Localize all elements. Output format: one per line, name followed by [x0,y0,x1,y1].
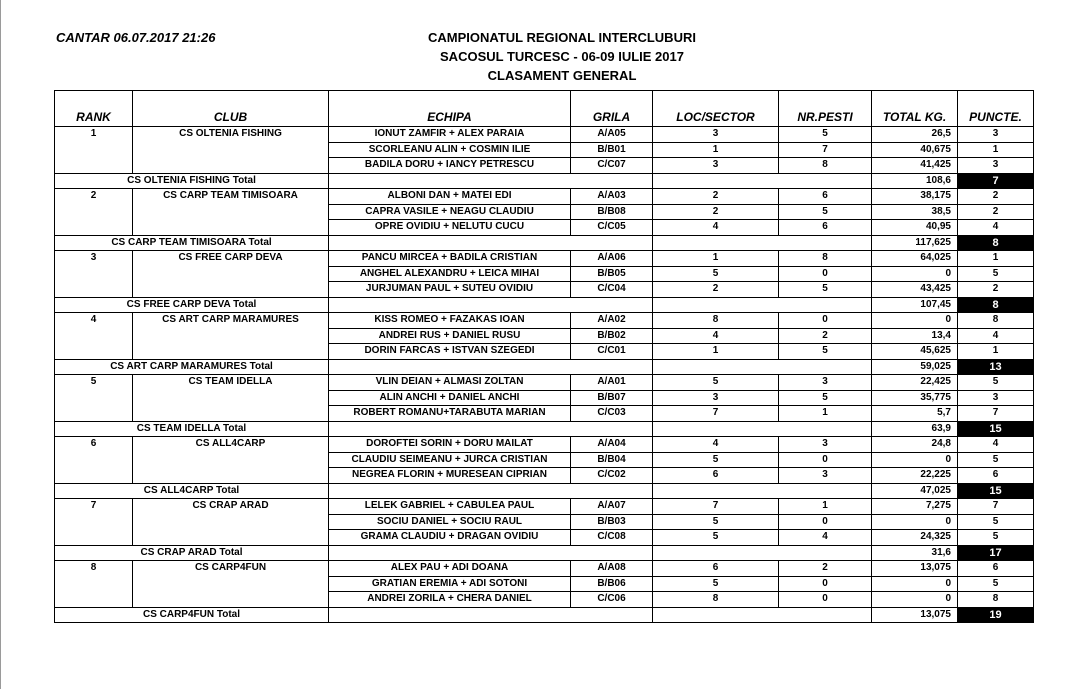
fish-count-cell: 1 [779,499,872,515]
team-row [55,127,1034,143]
club-total-kg: 31,6 [872,545,958,561]
sector-place-cell: 2 [653,204,779,220]
club-total-label: CS CARP TEAM TIMISOARA Total [55,235,329,251]
empty-cell [329,359,653,375]
club-total-row [55,173,1034,189]
grid-cell: B/B03 [571,514,653,530]
page-title: CAMPIONATUL REGIONAL INTERCLUBURI [428,30,696,45]
fish-count-cell: 7 [779,142,872,158]
club-total-row [55,297,1034,313]
empty-cell [329,545,653,561]
empty-cell [653,607,872,623]
points-cell: 1 [958,142,1034,158]
fish-count-cell: 3 [779,375,872,391]
sector-place-cell: 5 [653,576,779,592]
rank-cell: 6 [55,437,133,484]
points-cell: 5 [958,266,1034,282]
points-cell: 5 [958,530,1034,546]
club-total-label: CS ART CARP MARAMURES Total [55,359,329,375]
standings-body [55,127,1034,623]
fish-count-cell: 4 [779,530,872,546]
team-name-cell: VLIN DEIAN + ALMASI ZOLTAN [329,375,571,391]
fish-count-cell: 6 [779,189,872,205]
sector-place-cell: 7 [653,406,779,422]
points-cell: 4 [958,220,1034,236]
fish-count-cell: 0 [779,266,872,282]
points-cell: 1 [958,344,1034,360]
col-header-total-kg: TOTAL KG. [872,91,958,127]
total-kg-cell: 41,425 [872,158,958,174]
grid-cell: C/C05 [571,220,653,236]
team-row [55,437,1034,453]
empty-cell [329,483,653,499]
team-name-cell: GRAMA CLAUDIU + DRAGAN OVIDIU [329,530,571,546]
club-total-points: 13 [958,359,1034,375]
points-cell: 2 [958,282,1034,298]
club-total-row [55,421,1034,437]
grid-cell: A/A05 [571,127,653,143]
points-cell: 3 [958,158,1034,174]
team-row [55,313,1034,329]
club-total-kg: 13,075 [872,607,958,623]
team-name-cell: OPRE OVIDIU + NELUTU CUCU [329,220,571,236]
fish-count-cell: 0 [779,452,872,468]
grid-cell: C/C03 [571,406,653,422]
empty-cell [653,421,872,437]
club-total-row [55,607,1034,623]
club-total-label: CS CRAP ARAD Total [55,545,329,561]
rank-cell: 7 [55,499,133,546]
grid-cell: B/B08 [571,204,653,220]
team-name-cell: JURJUMAN PAUL + SUTEU OVIDIU [329,282,571,298]
points-cell: 4 [958,437,1034,453]
fish-count-cell: 5 [779,282,872,298]
total-kg-cell: 26,5 [872,127,958,143]
club-total-row [55,235,1034,251]
total-kg-cell: 7,275 [872,499,958,515]
team-name-cell: NEGREA FLORIN + MURESEAN CIPRIAN [329,468,571,484]
team-name-cell: ALBONI DAN + MATEI EDI [329,189,571,205]
club-total-kg: 63,9 [872,421,958,437]
points-cell: 7 [958,499,1034,515]
sector-place-cell: 7 [653,499,779,515]
sector-place-cell: 1 [653,344,779,360]
club-total-kg: 117,625 [872,235,958,251]
grid-cell: B/B05 [571,266,653,282]
rank-cell: 8 [55,561,133,608]
grid-cell: A/A06 [571,251,653,267]
total-kg-cell: 5,7 [872,406,958,422]
grid-cell: C/C01 [571,344,653,360]
col-header-puncte: PUNCTE. [958,91,1034,127]
total-kg-cell: 24,8 [872,437,958,453]
club-total-points: 15 [958,421,1034,437]
sector-place-cell: 8 [653,592,779,608]
fish-count-cell: 2 [779,328,872,344]
fish-count-cell: 0 [779,313,872,329]
empty-cell [329,173,653,189]
total-kg-cell: 43,425 [872,282,958,298]
team-name-cell: ROBERT ROMANU+TARABUTA MARIAN [329,406,571,422]
grid-cell: C/C02 [571,468,653,484]
grid-cell: C/C08 [571,530,653,546]
club-name-cell: CS TEAM IDELLA [133,375,329,422]
sector-place-cell: 4 [653,328,779,344]
rank-cell: 5 [55,375,133,422]
sector-place-cell: 2 [653,282,779,298]
grid-cell: A/A04 [571,437,653,453]
team-row [55,251,1034,267]
points-cell: 8 [958,592,1034,608]
club-total-label: CS ALL4CARP Total [55,483,329,499]
col-header-nr-pesti: NR.PESTI [779,91,872,127]
fish-count-cell: 1 [779,406,872,422]
total-kg-cell: 40,675 [872,142,958,158]
fish-count-cell: 5 [779,344,872,360]
rank-cell: 4 [55,313,133,360]
club-name-cell: CS ALL4CARP [133,437,329,484]
fish-count-cell: 8 [779,251,872,267]
fish-count-cell: 5 [779,204,872,220]
standings-heading: CLASAMENT GENERAL [487,68,637,83]
team-name-cell: GRATIAN EREMIA + ADI SOTONI [329,576,571,592]
total-kg-cell: 40,95 [872,220,958,236]
club-total-kg: 59,025 [872,359,958,375]
team-name-cell: CAPRA VASILE + NEAGU CLAUDIU [329,204,571,220]
empty-cell [329,421,653,437]
total-kg-cell: 38,175 [872,189,958,205]
total-kg-cell: 22,425 [872,375,958,391]
points-cell: 6 [958,561,1034,577]
sector-place-cell: 5 [653,514,779,530]
team-name-cell: ANGHEL ALEXANDRU + LEICA MIHAI [329,266,571,282]
total-kg-cell: 22,225 [872,468,958,484]
grid-cell: B/B02 [571,328,653,344]
col-header-rank: RANK [55,91,133,127]
points-cell: 5 [958,452,1034,468]
total-kg-cell: 35,775 [872,390,958,406]
club-total-kg: 107,45 [872,297,958,313]
club-total-row [55,545,1034,561]
total-kg-cell: 0 [872,592,958,608]
club-name-cell: CS CARP TEAM TIMISOARA [133,189,329,236]
grid-cell: C/C06 [571,592,653,608]
col-header-grila: GRILA [571,91,653,127]
empty-cell [653,173,872,189]
club-total-label: CS TEAM IDELLA Total [55,421,329,437]
event-subtitle: SACOSUL TURCESC - 06-09 IULIE 2017 [440,49,684,64]
club-name-cell: CS FREE CARP DEVA [133,251,329,298]
sector-place-cell: 3 [653,390,779,406]
empty-cell [329,607,653,623]
team-name-cell: BADILA DORU + IANCY PETRESCU [329,158,571,174]
fish-count-cell: 3 [779,468,872,484]
sector-place-cell: 6 [653,468,779,484]
team-row [55,375,1034,391]
sector-place-cell: 6 [653,561,779,577]
club-name-cell: CS ART CARP MARAMURES [133,313,329,360]
grid-cell: C/C04 [571,282,653,298]
sector-place-cell: 5 [653,452,779,468]
rank-cell: 2 [55,189,133,236]
team-name-cell: KISS ROMEO + FAZAKAS IOAN [329,313,571,329]
club-total-row [55,483,1034,499]
club-name-cell: CS CARP4FUN [133,561,329,608]
empty-cell [329,235,653,251]
fish-count-cell: 0 [779,592,872,608]
sector-place-cell: 3 [653,127,779,143]
total-kg-cell: 24,325 [872,530,958,546]
total-kg-cell: 0 [872,313,958,329]
points-cell: 5 [958,576,1034,592]
total-kg-cell: 45,625 [872,344,958,360]
club-total-points: 15 [958,483,1034,499]
sector-place-cell: 1 [653,251,779,267]
points-cell: 7 [958,406,1034,422]
fish-count-cell: 0 [779,576,872,592]
points-cell: 3 [958,390,1034,406]
sector-place-cell: 4 [653,437,779,453]
fish-count-cell: 5 [779,390,872,406]
team-row [55,499,1034,515]
total-kg-cell: 0 [872,576,958,592]
fish-count-cell: 3 [779,437,872,453]
points-cell: 5 [958,375,1034,391]
grid-cell: A/A03 [571,189,653,205]
col-header-loc-sector: LOC/SECTOR [653,91,779,127]
club-total-points: 7 [958,173,1034,189]
rank-cell: 1 [55,127,133,174]
page-edge-line [0,0,1,689]
total-kg-cell: 13,075 [872,561,958,577]
total-kg-cell: 64,025 [872,251,958,267]
total-kg-cell: 0 [872,452,958,468]
grid-cell: B/B06 [571,576,653,592]
club-total-label: CS OLTENIA FISHING Total [55,173,329,189]
club-total-row [55,359,1034,375]
title-block [362,28,762,85]
points-cell: 2 [958,204,1034,220]
team-row [55,561,1034,577]
weigh-in-timestamp: CANTAR 06.07.2017 21:26 [56,30,216,45]
grid-cell: B/B07 [571,390,653,406]
sector-place-cell: 5 [653,266,779,282]
empty-cell [329,297,653,313]
empty-cell [653,235,872,251]
sector-place-cell: 5 [653,530,779,546]
points-cell: 8 [958,313,1034,329]
team-name-cell: ANDREI RUS + DANIEL RUSU [329,328,571,344]
grid-cell: A/A01 [571,375,653,391]
team-name-cell: CLAUDIU SEIMEANU + JURCA CRISTIAN [329,452,571,468]
total-kg-cell: 38,5 [872,204,958,220]
sector-place-cell: 1 [653,142,779,158]
fish-count-cell: 2 [779,561,872,577]
sector-place-cell: 4 [653,220,779,236]
sector-place-cell: 8 [653,313,779,329]
col-header-club: CLUB [133,91,329,127]
points-cell: 5 [958,514,1034,530]
club-name-cell: CS CRAP ARAD [133,499,329,546]
club-total-points: 8 [958,297,1034,313]
fish-count-cell: 0 [779,514,872,530]
grid-cell: B/B01 [571,142,653,158]
sector-place-cell: 5 [653,375,779,391]
fish-count-cell: 6 [779,220,872,236]
points-cell: 1 [958,251,1034,267]
sector-place-cell: 2 [653,189,779,205]
team-name-cell: LELEK GABRIEL + CABULEA PAUL [329,499,571,515]
fish-count-cell: 8 [779,158,872,174]
team-name-cell: IONUT ZAMFIR + ALEX PARAIA [329,127,571,143]
grid-cell: A/A08 [571,561,653,577]
sector-place-cell: 3 [653,158,779,174]
grid-cell: B/B04 [571,452,653,468]
fish-count-cell: 5 [779,127,872,143]
team-name-cell: SOCIU DANIEL + SOCIU RAUL [329,514,571,530]
club-total-points: 19 [958,607,1034,623]
total-kg-cell: 0 [872,514,958,530]
empty-cell [653,483,872,499]
team-name-cell: ALEX PAU + ADI DOANA [329,561,571,577]
team-name-cell: SCORLEANU ALIN + COSMIN ILIE [329,142,571,158]
club-total-points: 17 [958,545,1034,561]
rank-cell: 3 [55,251,133,298]
points-cell: 3 [958,127,1034,143]
club-total-kg: 108,6 [872,173,958,189]
points-cell: 2 [958,189,1034,205]
grid-cell: A/A02 [571,313,653,329]
team-name-cell: DORIN FARCAS + ISTVAN SZEGEDI [329,344,571,360]
header-row [55,91,1034,127]
standings-table [54,90,1034,623]
team-name-cell: ALIN ANCHI + DANIEL ANCHI [329,390,571,406]
grid-cell: C/C07 [571,158,653,174]
points-cell: 6 [958,468,1034,484]
points-cell: 4 [958,328,1034,344]
club-name-cell: CS OLTENIA FISHING [133,127,329,174]
empty-cell [653,359,872,375]
empty-cell [653,297,872,313]
team-name-cell: ANDREI ZORILA + CHERA DANIEL [329,592,571,608]
team-row [55,189,1034,205]
total-kg-cell: 0 [872,266,958,282]
col-header-echipa: ECHIPA [329,91,571,127]
club-total-label: CS CARP4FUN Total [55,607,329,623]
total-kg-cell: 13,4 [872,328,958,344]
club-total-label: CS FREE CARP DEVA Total [55,297,329,313]
club-total-kg: 47,025 [872,483,958,499]
grid-cell: A/A07 [571,499,653,515]
empty-cell [653,545,872,561]
team-name-cell: PANCU MIRCEA + BADILA CRISTIAN [329,251,571,267]
team-name-cell: DOROFTEI SORIN + DORU MAILAT [329,437,571,453]
club-total-points: 8 [958,235,1034,251]
